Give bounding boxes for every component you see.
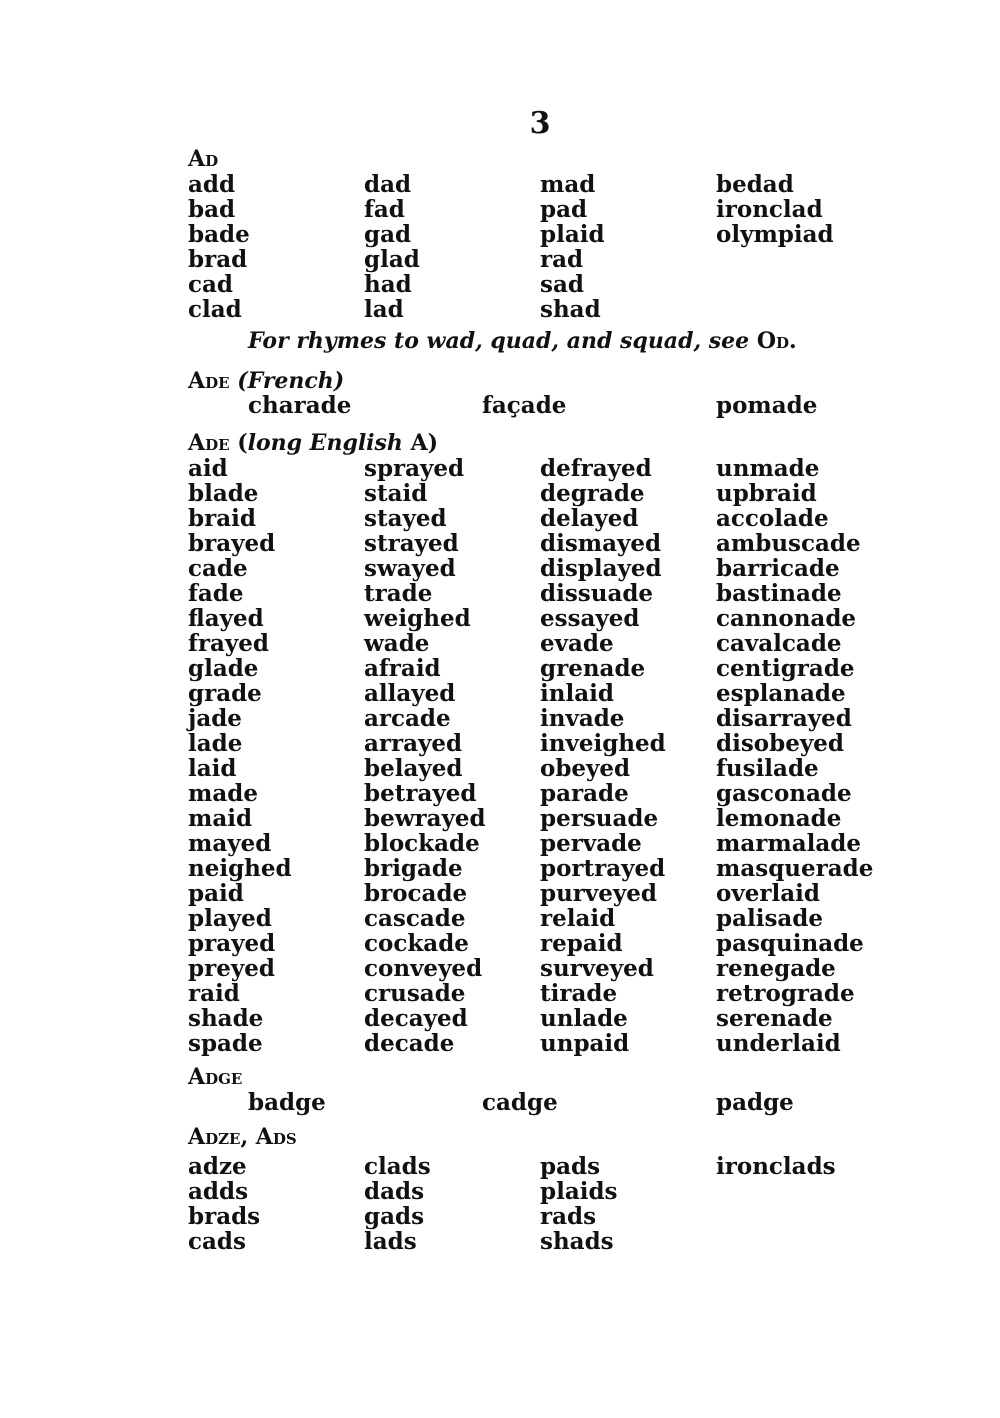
word: plaids (540, 1178, 618, 1205)
word-grid-adze-ads (188, 1154, 888, 1254)
word: serenade (716, 1005, 833, 1032)
word: obeyed (540, 755, 631, 782)
word: shads (540, 1228, 614, 1255)
heading-adge: Adge (188, 1064, 243, 1090)
word: palisade (716, 905, 824, 932)
word-grid-ad (188, 172, 888, 322)
heading-ade-french-label: Ade (188, 368, 230, 394)
word: disarrayed (716, 705, 852, 732)
word: conveyed (364, 955, 483, 982)
word: masquerade (716, 855, 874, 882)
word: maid (188, 805, 253, 832)
word: bade (188, 221, 250, 248)
word-grid-ade-long-a (188, 456, 888, 1056)
word: disobeyed (716, 730, 844, 757)
word: lad (364, 296, 404, 323)
word: frayed (188, 630, 269, 657)
word: pervade (540, 830, 642, 857)
word: renegade (716, 955, 836, 982)
word: brads (188, 1203, 261, 1230)
word: pad (540, 196, 588, 223)
word: preyed (188, 955, 275, 982)
heading-ade-french (188, 368, 344, 394)
word: allayed (364, 680, 456, 707)
word: jade (188, 705, 242, 732)
word: cascade (364, 905, 466, 932)
word: neighed (188, 855, 292, 882)
cross-reference-note (248, 328, 797, 354)
heading-adze-ads: Adze, Ads (188, 1124, 297, 1150)
word: bewrayed (364, 805, 486, 832)
word: afraid (364, 655, 441, 682)
word: underlaid (716, 1030, 841, 1057)
note-text: For rhymes to wad, quad, and squad, see (248, 328, 750, 354)
word: shad (540, 296, 601, 323)
word: relaid (540, 905, 616, 932)
heading-ade-french-qualifier: (French) (237, 368, 345, 394)
word: rads (540, 1203, 597, 1230)
word: dismayed (540, 530, 662, 557)
word: played (188, 905, 272, 932)
word: lads (364, 1228, 417, 1255)
word: clads (364, 1153, 431, 1180)
word: sad (540, 271, 584, 298)
word: adze (188, 1153, 247, 1180)
word: brayed (188, 530, 276, 557)
word: braid (188, 505, 256, 532)
word: lade (188, 730, 243, 757)
word: cavalcade (716, 630, 842, 657)
word: mayed (188, 830, 272, 857)
word-column (364, 456, 540, 1056)
word: stayed (364, 505, 447, 532)
word-column (364, 172, 540, 322)
word: purveyed (540, 880, 657, 907)
word: gasconade (716, 780, 852, 807)
word: betrayed (364, 780, 477, 807)
word: unmade (716, 455, 820, 482)
word: crusade (364, 980, 466, 1007)
word: shade (188, 1005, 264, 1032)
word: degrade (540, 480, 645, 507)
word-column (188, 456, 364, 1056)
word: brigade (364, 855, 463, 882)
word: badge (248, 1089, 326, 1116)
word: defrayed (540, 455, 652, 482)
word: add (188, 171, 236, 198)
heading-ade-long-a-letter: A) (410, 430, 439, 456)
word: façade (482, 392, 567, 419)
word: bad (188, 196, 236, 223)
word: arrayed (364, 730, 463, 757)
word: aid (188, 455, 228, 482)
word-column (716, 172, 916, 322)
word: cade (188, 555, 248, 582)
word: fad (364, 196, 405, 223)
word-column (716, 1154, 916, 1254)
word: had (364, 271, 412, 298)
note-reference: Od. (756, 328, 797, 354)
word: inlaid (540, 680, 614, 707)
word: clad (188, 296, 242, 323)
word: esplanade (716, 680, 846, 707)
word: rad (540, 246, 584, 273)
word: cockade (364, 930, 469, 957)
word: inveighed (540, 730, 666, 757)
word: decade (364, 1030, 455, 1057)
word: mad (540, 171, 596, 198)
word: laid (188, 755, 237, 782)
word: swayed (364, 555, 456, 582)
word-column (188, 172, 364, 322)
word: made (188, 780, 258, 807)
word: gad (364, 221, 412, 248)
word: ironclads (716, 1153, 836, 1180)
word: brad (188, 246, 248, 273)
word: upbraid (716, 480, 817, 507)
word: lemonade (716, 805, 842, 832)
word: barricade (716, 555, 840, 582)
word: overlaid (716, 880, 820, 907)
word: arcade (364, 705, 451, 732)
word: weighed (364, 605, 471, 632)
word: persuade (540, 805, 659, 832)
word-column (364, 1154, 540, 1254)
word: spade (188, 1030, 263, 1057)
word: fade (188, 580, 244, 607)
word-column (540, 1154, 716, 1254)
word: pads (540, 1153, 601, 1180)
word: adds (188, 1178, 249, 1205)
word: glade (188, 655, 259, 682)
word: brocade (364, 880, 468, 907)
word: flayed (188, 605, 264, 632)
word: glad (364, 246, 420, 273)
word: grade (188, 680, 262, 707)
word: repaid (540, 930, 623, 957)
word: trade (364, 580, 433, 607)
word: olympiad (716, 221, 834, 248)
heading-ad: Ad (188, 146, 219, 172)
word: decayed (364, 1005, 468, 1032)
word: essayed (540, 605, 640, 632)
word: pomade (716, 392, 818, 419)
word: dad (364, 171, 412, 198)
word: cad (188, 271, 233, 298)
word: padge (716, 1089, 794, 1116)
word: cannonade (716, 605, 857, 632)
word: blade (188, 480, 259, 507)
word: invade (540, 705, 625, 732)
word: unlade (540, 1005, 628, 1032)
word: cads (188, 1228, 246, 1255)
word: accolade (716, 505, 829, 532)
word: dads (364, 1178, 425, 1205)
word: retrograde (716, 980, 855, 1007)
word: portrayed (540, 855, 666, 882)
word: marmalade (716, 830, 861, 857)
heading-ade-long-a-open: ( (237, 430, 248, 456)
word: unpaid (540, 1030, 630, 1057)
word-column (540, 456, 716, 1056)
word: evade (540, 630, 614, 657)
word: pasquinade (716, 930, 864, 957)
heading-ade-long-a-label: Ade (188, 430, 230, 456)
word: gads (364, 1203, 425, 1230)
word: delayed (540, 505, 639, 532)
word: raid (188, 980, 240, 1007)
word: wade (364, 630, 430, 657)
word: charade (248, 392, 352, 419)
word: centigrade (716, 655, 855, 682)
page-number: 3 (529, 106, 551, 141)
heading-ade-long-a-qualifier: long English (247, 430, 403, 456)
word: cadge (482, 1089, 558, 1116)
word: ironclad (716, 196, 823, 223)
word-column (188, 1154, 364, 1254)
word: displayed (540, 555, 662, 582)
word: sprayed (364, 455, 465, 482)
word: paid (188, 880, 244, 907)
word: tirade (540, 980, 618, 1007)
word: dissuade (540, 580, 654, 607)
word: bedad (716, 171, 794, 198)
word-column (716, 456, 916, 1056)
heading-ade-long-a (188, 430, 438, 456)
word: parade (540, 780, 629, 807)
word: belayed (364, 755, 463, 782)
word: prayed (188, 930, 276, 957)
word: plaid (540, 221, 605, 248)
word: bastinade (716, 580, 842, 607)
word: grenade (540, 655, 646, 682)
word-column (540, 172, 716, 322)
word: blockade (364, 830, 480, 857)
word: ambuscade (716, 530, 861, 557)
word: fusilade (716, 755, 819, 782)
word: strayed (364, 530, 459, 557)
word: staid (364, 480, 428, 507)
word: surveyed (540, 955, 654, 982)
